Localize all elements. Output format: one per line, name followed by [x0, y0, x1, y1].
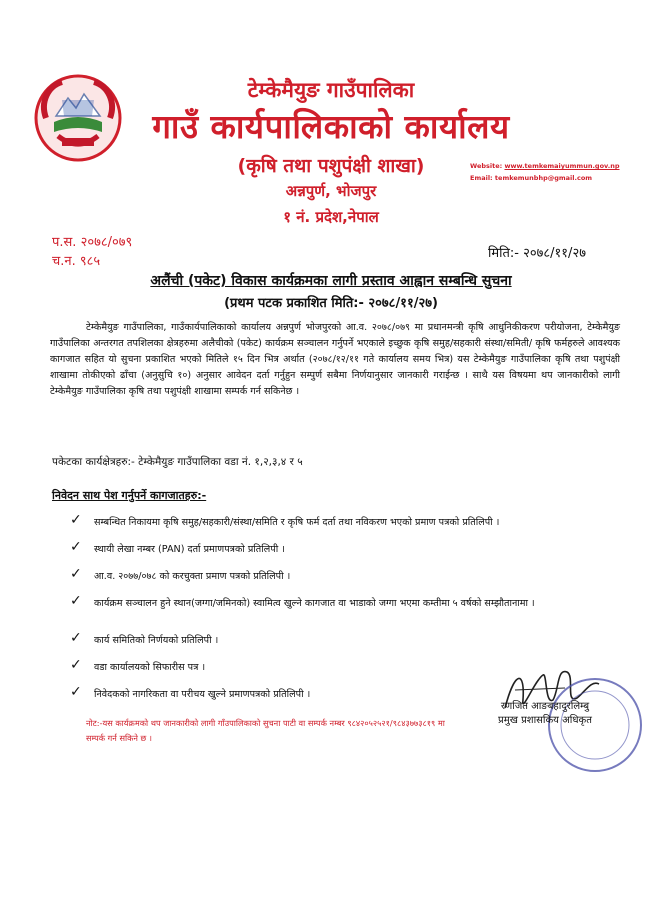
document-item-text: कार्य समितिको निर्णयको प्रतिलिपी । [94, 635, 219, 646]
email-label: Email: [470, 174, 493, 182]
document-item-text: स्थायी लेखा नम्बर (PAN) दर्ता प्रमाणपत्रको प्रतिलिपी । [94, 544, 285, 555]
notice-title [0, 271, 662, 290]
document-item-text: निवेदकको नागरिकता वा परीचय खुल्ने प्रमाणपत्रको प्रतिलिपी । [94, 689, 311, 700]
notice-date: मिति:- २०७८/११/२७ [488, 246, 586, 261]
website-line [470, 162, 620, 170]
signer-title: प्रमुख प्रशासकिय अधिकृत [498, 715, 592, 726]
document-item-text: कार्यक्रम सञ्चालन हुने स्थान(जग्गा/जमिनको) स्वामित्व खुल्ने कागजात वा भाडाको जग्गा भएमा कम्तीमा ५ वर्षको सम्झौतानामा । [94, 598, 535, 609]
address-line: अन्नपुर्ण, भोजपुर [285, 182, 377, 200]
document-item [70, 684, 450, 702]
notice-subtitle: (प्रथम पटक प्रकाशित मिति:- २०७८/११/२७) [224, 296, 438, 311]
document-item-text: वडा कार्यालयको सिफारीस पत्र । [94, 662, 206, 673]
website-label: Website: [470, 162, 503, 170]
check-icon: ✓ [70, 657, 82, 673]
document-item [70, 539, 630, 557]
municipality-name: टेम्केमैयुङ गाउँपालिका [247, 78, 415, 102]
website-link[interactable]: www.temkemaiyummun.gov.np [504, 162, 620, 170]
pocket-area: पकेटका कार्यक्षेत्रहरु:- टेम्केमैयुङ गाउँपालिका वडा नं. १,२,३,४ र ५ [52, 456, 303, 468]
check-icon: ✓ [70, 566, 82, 582]
check-icon: ✓ [70, 539, 82, 555]
document-item [70, 630, 630, 648]
notice-body: टेम्केमैयुङ गाउँपालिका, गाउँकार्यपालिकाको कार्यालय अन्नपुर्ण भोजपुरको आ.व. २०७८/०७९ मा प्रधानमन्त्री कृषि आधुनिकीकरण परीयोजना, टेम्केमैयुङ गाउँपालिका अन्तरगत तपशिलका क्षेत्रहरुमा अलैचीको (पकेट) कार्यक्रम सञ्चालन गर्नुपर्ने भएकाले इच्छुक कृषि समुह/सहकारी संस्था/समिती/ कृषि फर्महरुले आवश्यक कागजात सहित यो सुचना प्रकाशित भएको मितिले १५ दिन भित्र अर्थात (२०७८/१२/११ गते कार्यालय समय भित्र) यस टेम्केमैयुङ गाउँपालिका कृषि तथा पशुपंक्षी शाखामा तोकीएको ढाँचा (अनुसुचि १०) अनुसार आवेदन दर्ता गर्नुहुन सम्पुर्ण सबैमा निर्णयानुसार जानकारी गराईन्छ । साथै यस विषयमा थप जानकारीको लागी टेम्केमैयुङ गाउँपालिका कृषि तथा पशुपंक्षी शाखामा सम्पर्क गर्न सकिनेछ । [50, 322, 620, 397]
document-item [70, 593, 630, 611]
document-item-text: सम्बन्धित निकायमा कृषि समुह/सहकारी/संस्था/समिति र कृषि फर्म दर्ता तथा नविकरण भएको प्रमाण पत्रको प्रतिलिपी । [94, 517, 500, 528]
reference-number: प.स. २०७८/०७९ [52, 235, 133, 250]
email-line [470, 174, 592, 182]
check-icon: ✓ [70, 512, 82, 528]
signer-block [460, 700, 630, 728]
check-icon: ✓ [70, 593, 82, 609]
documents-heading: निवेदन साथ पेश गर्नुपर्ने कागजातहरु:- [52, 489, 207, 502]
signer-name: रणजित आङबहादुरलिम्बु [500, 701, 590, 712]
dispatch-number: च.न. ९८५ [52, 254, 101, 269]
branch-name: (कृषि तथा पशुपंक्षी शाखा) [237, 155, 425, 177]
province-line: १ नं. प्रदेश,नेपाल [283, 208, 379, 226]
notice-title-text: अलैंची (पकेट) विकास कार्यक्रमका लागी प्रस्ताव आह्वान सम्बन्धि सुचना [150, 273, 512, 289]
footer-note: नोट:-यस कार्यक्रमको थप जानकारीको लागी गाँउपालिकाको सुचना पाटी वा सम्पर्क नम्बर ९८४२०५२५२१/९८४३७७३८१९ मा सम्पर्क गर्न सकिने छ । [86, 718, 445, 743]
document-item [70, 566, 630, 584]
check-icon: ✓ [70, 684, 82, 700]
office-name: गाउँ कार्यपालिकाको कार्यालय [152, 107, 510, 146]
document-item-text: आ.व. २०७७/०७८ को करचुक्ता प्रमाण पत्रको प्रतिलिपी । [94, 571, 291, 582]
email-link[interactable]: temkemunbhp@gmail.com [494, 174, 593, 182]
check-icon: ✓ [70, 630, 82, 646]
document-item [70, 512, 630, 530]
